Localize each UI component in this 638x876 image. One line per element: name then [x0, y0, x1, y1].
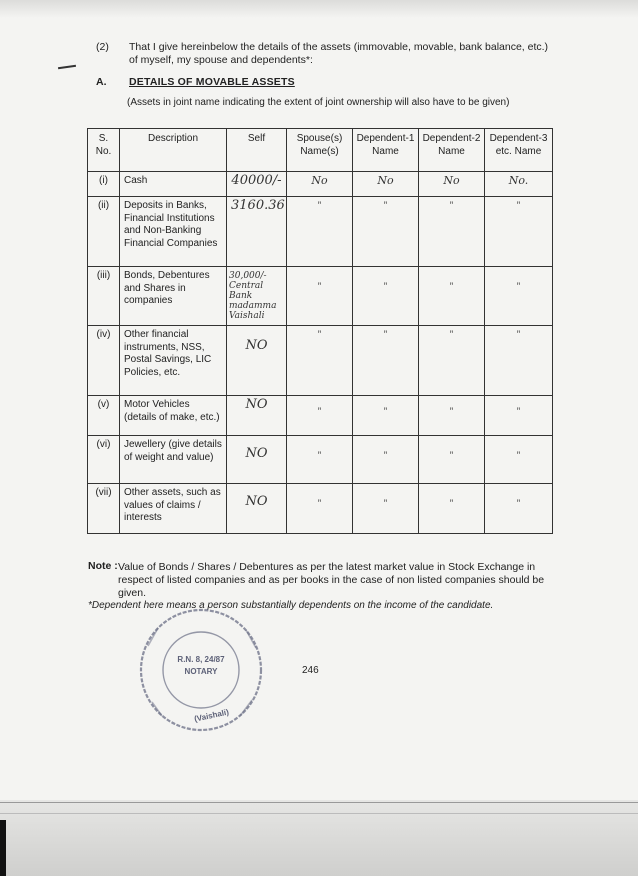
row-dependent-2-value: No — [419, 172, 485, 197]
row-dependent-1-value: ” — [353, 396, 419, 436]
row-dependent-2-value: ” — [419, 396, 485, 436]
row-dependent-1-value: No — [353, 172, 419, 197]
header-description: Description — [120, 129, 227, 172]
row-sno: (vi) — [88, 436, 120, 484]
footnote: *Dependent here means a person substantially dependents on the income of the candidate. — [88, 600, 494, 611]
section-subtitle: (Assets in joint name indicating the extent of joint ownership will also have to be given) — [127, 97, 510, 108]
header-sno: S. No. — [88, 129, 120, 172]
header-self: Self — [227, 129, 287, 172]
table-row — [88, 197, 553, 267]
table-header-row — [88, 129, 553, 172]
header-dependent-1: Dependent-1 Name — [353, 129, 419, 172]
row-dependent-3-value: ” — [485, 484, 553, 534]
row-dependent-3-value: No. — [485, 172, 553, 197]
row-self-value: 30,000/- Central Bank madamma Vaishali — [227, 267, 287, 326]
row-dependent-2-value: ” — [419, 197, 485, 267]
row-description: Jewellery (give details of weight and value) — [120, 436, 227, 484]
row-sno: (iv) — [88, 326, 120, 396]
row-dependent-1-value: ” — [353, 197, 419, 267]
row-description: Cash — [120, 172, 227, 197]
row-spouse-value: ” — [287, 396, 353, 436]
intro-number: (2) — [96, 41, 109, 53]
scan-top-shading — [0, 0, 638, 18]
row-dependent-3-value: ” — [485, 436, 553, 484]
note-label: Note : — [88, 560, 118, 572]
notary-seal-stamp — [128, 606, 274, 734]
scan-bottom-shading — [0, 800, 638, 876]
table-row — [88, 396, 553, 436]
row-dependent-3-value: ” — [485, 267, 553, 326]
row-spouse-value: ” — [287, 197, 353, 267]
scan-edge — [0, 820, 6, 876]
seal-title-text: NOTARY — [184, 667, 218, 676]
row-self-value: NO — [227, 326, 287, 396]
section-title: DETAILS OF MOVABLE ASSETS — [129, 76, 295, 88]
row-self-value: 3160.36 — [227, 197, 287, 267]
row-dependent-2-value: ” — [419, 436, 485, 484]
row-sno: (vii) — [88, 484, 120, 534]
row-description: Other assets, such as values of claims / interests — [120, 484, 227, 534]
row-spouse-value: ” — [287, 326, 353, 396]
header-dependent-3: Dependent-3 etc. Name — [485, 129, 553, 172]
row-description: Bonds, Debentures and Shares in companies — [120, 267, 227, 326]
row-description: Motor Vehicles (details of make, etc.) — [120, 396, 227, 436]
row-sno: (v) — [88, 396, 120, 436]
row-self-value: 40000/- — [227, 172, 287, 197]
row-dependent-3-value: ” — [485, 326, 553, 396]
row-dependent-2-value: ” — [419, 326, 485, 396]
note-text: Value of Bonds / Shares / Debentures as per the latest market value in Stock Exchange in respect of listed companies and as per books in the case of non listed companies should be given. — [118, 561, 545, 599]
row-dependent-1-value: ” — [353, 436, 419, 484]
movable-assets-table — [87, 128, 553, 534]
header-dependent-2: Dependent-2 Name — [419, 129, 485, 172]
row-dependent-2-value: ” — [419, 484, 485, 534]
table-row — [88, 172, 553, 197]
row-self-value: NO — [227, 436, 287, 484]
scan-line — [0, 802, 638, 803]
header-spouse: Spouse(s) Name(s) — [287, 129, 353, 172]
table-row — [88, 267, 553, 326]
row-dependent-1-value: ” — [353, 326, 419, 396]
margin-pen-mark — [58, 65, 76, 69]
seal-reg-text: R.N. 8, 24/87 — [177, 655, 225, 664]
row-sno: (iii) — [88, 267, 120, 326]
row-spouse-value: ” — [287, 484, 353, 534]
row-dependent-2-value: ” — [419, 267, 485, 326]
row-self-value: NO — [227, 396, 287, 436]
section-letter: A. — [96, 76, 107, 88]
table-row — [88, 436, 553, 484]
row-dependent-1-value: ” — [353, 484, 419, 534]
row-dependent-3-value: ” — [485, 197, 553, 267]
scan-line — [0, 813, 638, 814]
table-row — [88, 326, 553, 396]
row-sno: (ii) — [88, 197, 120, 267]
table-row — [88, 484, 553, 534]
row-sno: (i) — [88, 172, 120, 197]
row-description: Other financial instruments, NSS, Postal Savings, LIC Policies, etc. — [120, 326, 227, 396]
page-number: 246 — [302, 665, 319, 676]
intro-text: That I give hereinbelow the details of the assets (immovable, movable, bank balance, etc.) of myself, my spouse and dependents*: — [129, 41, 549, 66]
row-self-value: NO — [227, 484, 287, 534]
row-spouse-value: No — [287, 172, 353, 197]
row-spouse-value: ” — [287, 267, 353, 326]
row-dependent-1-value: ” — [353, 267, 419, 326]
seal-place-text: (Vaishali) — [193, 707, 230, 724]
row-dependent-3-value: ” — [485, 396, 553, 436]
row-description: Deposits in Banks, Financial Institutions and Non-Banking Financial Companies — [120, 197, 227, 267]
row-spouse-value: ” — [287, 436, 353, 484]
